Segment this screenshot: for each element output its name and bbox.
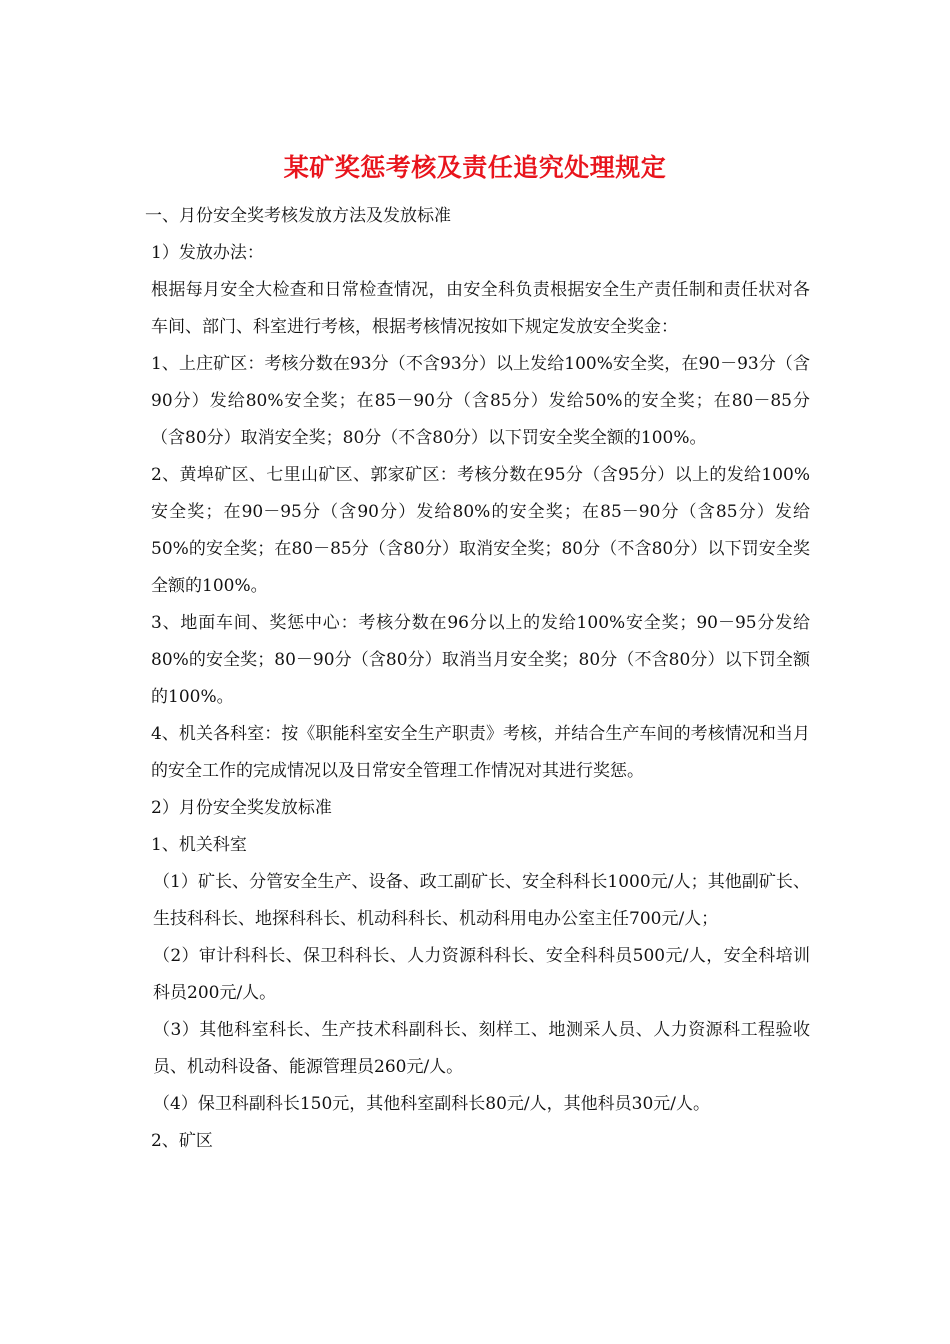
section-heading: 一、月份安全奖考核发放方法及发放标准 — [145, 206, 451, 226]
rule-item: 3、地面车间、奖惩中心：考核分数在96分以上的发给100%安全奖；90－95分发给80%的安全奖；80－90分（含80分）取消当月安全奖；80分（不含80分）以下罚全额的100%。 — [151, 613, 810, 707]
category-heading: 2、矿区 — [151, 1131, 213, 1151]
rule-item: （2）审计科科长、保卫科科长、人力资源科科长、安全科科员500元/人，安全科培训科员200元/人。 — [153, 946, 810, 1003]
rule-item: （3）其他科室科长、生产技术科副科长、刻样工、地测采人员、人力资源科工程验收员、机动科设备、能源管理员260元/人。 — [153, 1020, 810, 1077]
subsection-heading: 2）月份安全奖发放标准 — [151, 798, 332, 818]
rule-item: 1、上庄矿区：考核分数在93分（不含93分）以上发给100%安全奖，在90－93分（含90分）发给80%安全奖；在85－90分（含85分）发给50%的安全奖；在80－85分（含80分）取消安全奖；80分（不含80分）以下罚安全奖全额的100%。 — [151, 354, 810, 448]
subsection-heading: 1）发放办法： — [151, 243, 264, 263]
rule-item: 2、黄埠矿区、七里山矿区、郭家矿区：考核分数在95分（含95分）以上的发给100%安全奖；在90－95分（含90分）发给80%的安全奖；在85－90分（含85分）发给50%的安全奖；在80－85分（含80分）取消安全奖；80分（不含80分）以下罚安全奖全额的100%。 — [151, 465, 810, 596]
rule-item: （1）矿长、分管安全生产、设备、政工副矿长、安全科科长1000元/人；其他副矿长、生技科科长、地探科科长、机动科科长、机动科用电办公室主任700元/人； — [153, 872, 810, 929]
rule-item: （4）保卫科副科长150元，其他科室副科长80元/人，其他科员30元/人。 — [153, 1094, 710, 1114]
rule-item: 4、机关各科室：按《职能科室安全生产职责》考核，并结合生产车间的考核情况和当月的安全工作的完成情况以及日常安全管理工作情况对其进行奖惩。 — [151, 724, 810, 781]
body-paragraph: 根据每月安全大检查和日常检查情况，由安全科负责根据安全生产责任制和责任状对各车间、部门、科室进行考核，根据考核情况按如下规定发放安全奖金： — [151, 280, 810, 337]
category-heading: 1、机关科室 — [151, 835, 247, 855]
document-body — [145, 198, 810, 1160]
document-title: 某矿奖惩考核及责任追究处理规定 — [283, 153, 667, 182]
